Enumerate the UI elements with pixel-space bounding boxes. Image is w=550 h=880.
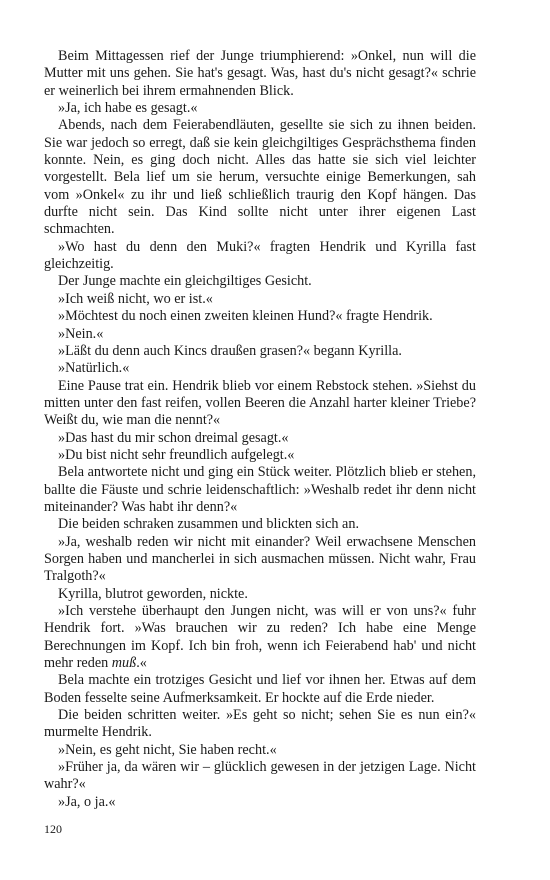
paragraph: »Ja, o ja.«	[58, 793, 116, 810]
paragraph: »Du bist nicht sehr freundlich aufgelegt.«	[58, 446, 295, 463]
body-text	[44, 48, 476, 811]
paragraph: »Das hast du mir schon dreimal gesagt.«	[58, 429, 289, 446]
paragraph: Die beiden schritten weiter. »Es geht so nicht; sehen Sie es nun ein?« murmelte Hendrik.	[44, 707, 476, 741]
paragraph: Abends, nach dem Feierabendläuten, gesellte sie sich zu ihnen beiden. Sie war jedoch so erregt, daß sie kein gleichgiltiges Gesprächsthema finden konnte. Nein, es ging doch nicht. Alles das hatte sie sich viel leichter vorgestellt. Bela lief um sie herum, versuchte einige Bemerkungen, sah vom »Onkel« zu ihr und ließ schließlich traurig den Kopf hängen. Das durfte nicht sein. Das Kind sollte nicht unter ihrer eigenen Last schmachten.	[44, 117, 476, 238]
paragraph: Kyrilla, blutrot geworden, nickte.	[58, 585, 248, 602]
paragraph: Eine Pause trat ein. Hendrik blieb vor einem Rebstock stehen. »Siehst du mitten unter den fast reifen, vollen Beeren die Anzahl harter kleiner Triebe? Weißt du, wie man die nennt?«	[44, 377, 476, 429]
paragraph: »Nein.«	[58, 325, 104, 342]
paragraph: Die beiden schraken zusammen und blickten sich an.	[58, 516, 359, 533]
paragraph: »Wo hast du denn den Muki?« fragten Hendrik und Kyrilla fast gleichzeitig.	[44, 238, 476, 273]
paragraph: »Läßt du denn auch Kincs draußen grasen?« begann Kyrilla.	[58, 342, 402, 359]
paragraph-with-italic: »Ich verstehe überhaupt den Jungen nicht, was will er von uns?« fuhr Hendrik fort. »Was brauchen wir zu reden? Ich habe eine Menge Berechnungen im Kopf. Ich bin froh, wenn ich Feierabend hab' und nicht mehr reden muß.«	[44, 603, 476, 672]
paragraph: »Ja, weshalb reden wir nicht mit einander? Weil erwachsene Menschen Sorgen haben und mancherlei in sich ausmachen müssen. Nicht wahr, Frau Tralgoth?«	[44, 533, 476, 585]
paragraph: Der Junge machte ein gleichgiltiges Gesicht.	[58, 273, 312, 290]
italic-word: muß	[111, 655, 137, 672]
paragraph: »Möchtest du noch einen zweiten kleinen Hund?« fragte Hendrik.	[58, 308, 433, 325]
paragraph: »Nein, es geht nicht, Sie haben recht.«	[58, 741, 277, 758]
paragraph: Bela antwortete nicht und ging ein Stück weiter. Plötzlich blieb er stehen, ballte die Fäuste und schrie leidenschaftlich: »Weshalb redet ihr denn nicht miteinander? Was habt ihr denn?«	[44, 464, 476, 515]
page-number: 120	[44, 822, 62, 836]
paragraph: Bela machte ein trotziges Gesicht und lief vor ihnen her. Etwas auf dem Boden fesselte seine Aufmerksamkeit. Er hockte auf die Erde nieder.	[44, 672, 476, 706]
paragraph: »Natürlich.«	[58, 360, 130, 377]
paragraph: »Früher ja, da wären wir – glücklich gewesen in der jetzigen Lage. Nicht wahr?«	[44, 759, 476, 793]
paragraph: »Ja, ich habe es gesagt.«	[58, 100, 198, 117]
paragraph: »Ich weiß nicht, wo er ist.«	[58, 290, 213, 307]
paragraph: Beim Mittagessen rief der Junge triumphierend: »Onkel, nun will die Mutter mit uns gehen. Sie hat's gesagt. Was, hast du's nicht gesagt?« schrie er weinerlich bei ihrem ermahnenden Blick.	[44, 48, 476, 99]
